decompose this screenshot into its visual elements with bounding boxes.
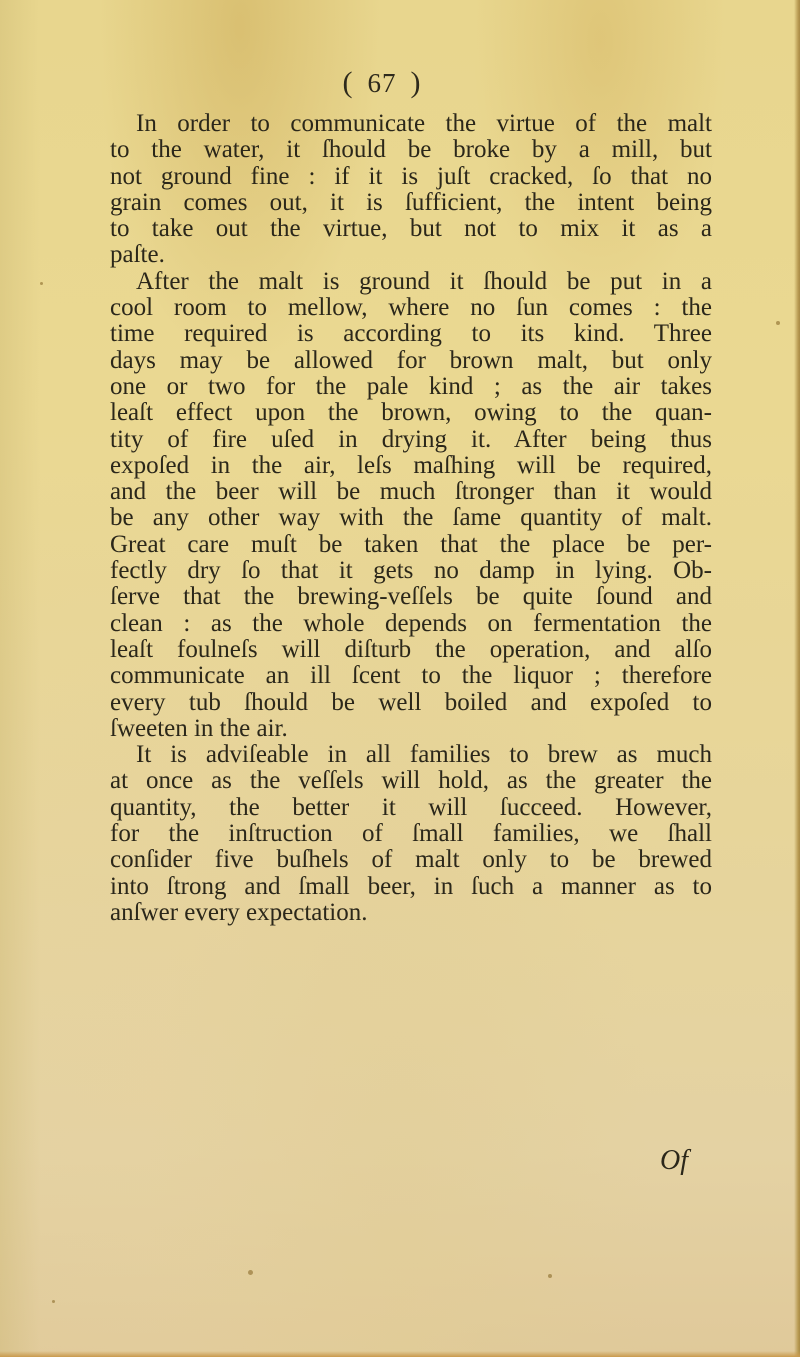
page-number: 67 [367, 68, 397, 98]
gutter-shadow [0, 0, 40, 1357]
text-line: paſte. [110, 241, 165, 269]
page-right-edge [794, 0, 800, 1357]
text-line: fectly dry ſo that it gets no damp in lying. Ob- [110, 557, 712, 585]
text-line: grain comes out, it is ſufficient, the intent being [110, 188, 712, 216]
text-line: In order to communicate the virtue of the malt [136, 110, 712, 137]
text-line: and the beer will be much ſtronger than it would [110, 478, 712, 506]
catchword: Of [660, 1145, 688, 1176]
foxing-speck [52, 1300, 55, 1303]
text-line: one or two for the pale kind ; as the air takes [110, 372, 712, 400]
text-line: It is adviſeable in all families to brew as much [136, 741, 712, 769]
text-line: tity of fire uſed in drying it. After being thus [110, 425, 712, 453]
page-bottom-edge [0, 1351, 800, 1357]
text-line: at once as the veſſels will hold, as the greater the [110, 767, 712, 795]
foxing-speck [248, 1270, 253, 1275]
text-line: clean : as the whole depends on fermentation the [110, 609, 712, 637]
text-line: days may be allowed for brown malt, but only [110, 346, 712, 374]
text-line: cool room to mellow, where no ſun comes : the [110, 294, 712, 322]
text-line: quantity, the better it will ſucceed. However, [110, 793, 712, 821]
foxing-speck [548, 1274, 552, 1278]
text-line: time required is according to its kind. Three [110, 320, 712, 348]
text-line: Great care muſt be taken that the place be per- [110, 530, 712, 558]
text-line: ſweeten in the air. [110, 714, 288, 742]
text-line: expoſed in the air, leſs maſhing will be required, [110, 451, 712, 479]
header-open-paren: ( [342, 66, 354, 99]
text-line: for the inſtruction of ſmall families, we ſhall [110, 820, 712, 848]
text-line: to take out the virtue, but not to mix it as a [110, 215, 712, 243]
text-line: After the malt is ground it ſhould be put in a [136, 267, 712, 295]
text-line: be any other way with the ſame quantity of malt. [110, 504, 712, 532]
header-close-paren: ) [410, 66, 422, 99]
text-line: leaſt effect upon the brown, owing to the quan- [110, 399, 712, 427]
foxing-speck [40, 282, 43, 285]
text-line: not ground fine : if it is juſt cracked, ſo that no [110, 162, 712, 190]
body-text [110, 111, 712, 926]
text-line: leaſt foulneſs will diſturb the operation, and alſo [110, 635, 712, 663]
text-line: ſerve that the brewing-veſſels be quite ſound and [110, 583, 712, 611]
text-line: communicate an ill ſcent to the liquor ; therefore [110, 662, 712, 690]
page-header [0, 66, 782, 100]
text-line: anſwer every expectation. [110, 898, 368, 926]
text-line: conſider five buſhels of malt only to be brewed [110, 846, 712, 874]
text-line: into ſtrong and ſmall beer, in ſuch a manner as to [110, 872, 712, 900]
text-line: every tub ſhould be well boiled and expoſed to [110, 688, 712, 716]
foxing-speck [776, 321, 780, 325]
text-line: to the water, it ſhould be broke by a mill, but [110, 136, 712, 164]
